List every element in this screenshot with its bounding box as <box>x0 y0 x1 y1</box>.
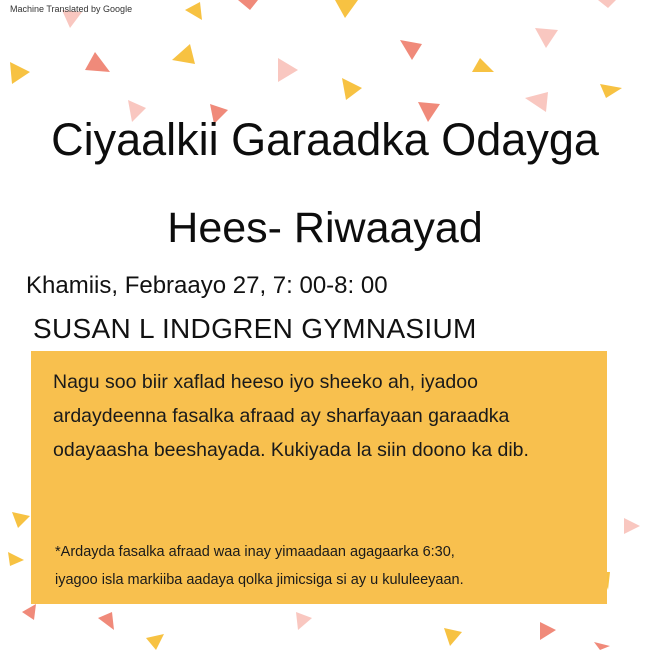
confetti-triangle <box>146 634 164 650</box>
confetti-triangle <box>185 2 202 20</box>
confetti-triangle <box>472 58 494 72</box>
confetti-triangle <box>12 512 30 528</box>
confetti-triangle <box>10 62 30 84</box>
note-line: iyagoo isla markiiba aadaya qolka jimicsiga si ay u kululeeyaan. <box>55 572 464 588</box>
confetti-triangle <box>342 78 362 100</box>
confetti-triangle <box>594 642 610 650</box>
description-line: odayaasha beeshayada. Kukiyada la siin doono ka dib. <box>53 439 529 461</box>
confetti-triangle <box>8 552 24 566</box>
event-datetime: Khamiis, Febraayo 27, 7: 00-8: 00 <box>26 272 388 299</box>
confetti-triangle <box>172 44 195 64</box>
confetti-triangle <box>540 622 556 640</box>
confetti-triangle <box>85 52 110 72</box>
machine-translated-label: Machine Translated by Google <box>10 4 133 14</box>
description-line: ardaydeenna fasalka afraad ay sharfayaan garaadka <box>53 405 510 427</box>
confetti-triangle <box>525 92 548 112</box>
confetti-triangle <box>296 612 312 630</box>
confetti-triangle <box>22 604 36 620</box>
confetti-triangle <box>278 58 298 82</box>
confetti-triangle <box>400 40 422 60</box>
event-title: Ciyaalkii Garaadka Odayga <box>51 114 599 165</box>
confetti-triangle <box>600 84 622 98</box>
confetti-triangle <box>624 518 640 534</box>
confetti-triangle <box>598 0 616 8</box>
confetti-triangle <box>444 628 462 646</box>
note-line: *Ardayda fasalka afraad waa inay yimaadaan agagaarka 6:30, <box>55 544 455 560</box>
confetti-triangle <box>238 0 258 10</box>
confetti-triangle <box>335 0 358 18</box>
details-box <box>31 351 607 604</box>
arrival-note <box>55 538 595 594</box>
event-subtitle: Hees- Riwaayad <box>167 204 483 252</box>
confetti-triangle <box>535 28 558 48</box>
event-venue: SUSAN L INDGREN GYMNASIUM <box>33 313 477 344</box>
confetti-triangle <box>98 612 114 630</box>
event-description <box>53 365 593 467</box>
description-line: Nagu soo biir xaflad heeso iyo sheeko ah, iyadoo <box>53 371 478 393</box>
